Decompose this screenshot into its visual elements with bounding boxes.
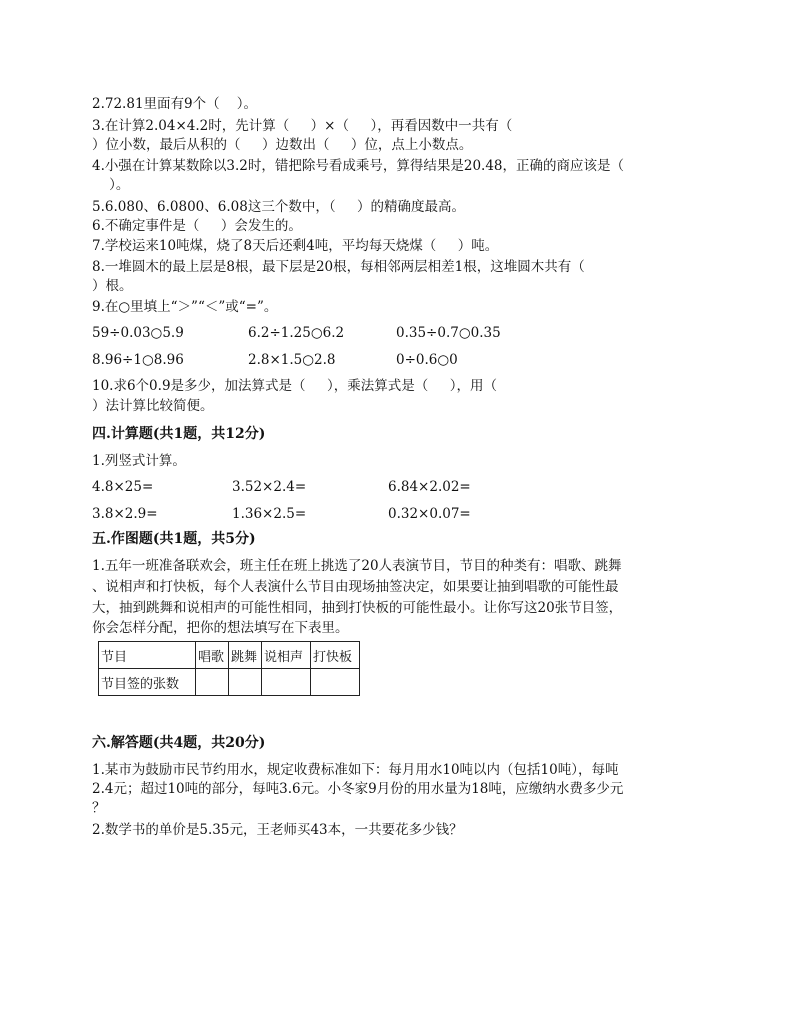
table-header-cell: 跳舞	[229, 642, 262, 669]
table-row	[99, 669, 360, 696]
table-answer-cell[interactable]	[229, 669, 262, 696]
question-6-1-line2: 2.4元；超过10吨的部分，每吨3.6元。小冬家9月份的用水量为18吨，应缴纳水费多少元	[92, 781, 624, 797]
table-answer-cell[interactable]	[311, 669, 360, 696]
table-header-cell: 唱歌	[196, 642, 229, 669]
question-3-8-line1: 8.一堆圆木的最上层是8根，最下层是20根，每相邻两层相差1根，这堆圆木共有（	[92, 259, 585, 275]
table-header-cell: 节目	[99, 642, 196, 669]
compare-item: 6.2÷1.25○6.2	[248, 325, 345, 341]
question-5-1-line3: 大，抽到跳舞和说相声的可能性相同，抽到打快板的可能性最小。让你写这20张节目签，	[92, 600, 623, 616]
calc-item: 6.84×2.02=	[388, 479, 471, 495]
table-header-cell: 说相声	[262, 642, 311, 669]
compare-item: 0.35÷0.7○0.35	[396, 325, 501, 341]
program-table	[98, 641, 360, 696]
question-6-1-line1: 1.某市为鼓励市民节约用水，规定收费标准如下：每月用水10吨以内（包括10吨），每吨	[92, 762, 619, 778]
question-3-4-line2: ）。	[92, 177, 130, 193]
question-3-9: 9.在○里填上“＞”“＜”或“=”。	[92, 299, 278, 315]
calc-item: 0.32×0.07=	[388, 506, 471, 522]
question-3-8-line2: ）根。	[92, 278, 133, 294]
table-header-cell: 打快板	[311, 642, 360, 669]
calc-item: 1.36×2.5=	[232, 506, 307, 522]
question-3-3-line2: ）位小数，最后从积的（ ）边数出（ ）位，点上小数点。	[92, 137, 473, 153]
section-5-heading: 五.作图题(共1题，共5分)	[92, 531, 256, 547]
question-3-5: 5.6.080、6.0800、6.08这三个数中，（ ）的精确度最高。	[92, 199, 466, 215]
table-answer-cell[interactable]	[262, 669, 311, 696]
question-3-7: 7.学校运来10吨煤，烧了8天后还剩4吨，平均每天烧煤（ ）吨。	[92, 238, 499, 254]
table-row-label: 节目签的张数	[99, 669, 196, 696]
question-5-1-line2: 、说相声和打快板，每个人表演什么节目由现场抽签决定，如果要让抽到唱歌的可能性最	[92, 579, 619, 595]
question-3-10-line1: 10.求6个0.9是多少，加法算式是（ ），乘法算式是（ ），用（	[92, 378, 497, 394]
question-6-2: 2.数学书的单价是5.35元，王老师买43本，一共要花多少钱？	[92, 822, 463, 838]
compare-item: 2.8×1.5○2.8	[248, 352, 336, 368]
question-3-3-line1: 3.在计算2.04×4.2时，先计算（ ）×（ ），再看因数中一共有（	[92, 118, 513, 134]
question-5-1-line4: 你会怎样分配，把你的想法填写在下表里。	[92, 620, 349, 636]
question-6-1-line3: ？	[92, 800, 106, 816]
calc-item: 4.8×25=	[92, 479, 154, 495]
table-header-row	[99, 642, 360, 669]
compare-item: 59÷0.03○5.9	[92, 325, 184, 341]
compare-item: 0÷0.6○0	[396, 352, 458, 368]
question-3-6: 6.不确定事件是（ ）会发生的。	[92, 218, 302, 234]
question-3-4-line1: 4.小强在计算某数除以3.2时，错把除号看成乘号，算得结果是20.48，正确的商应该是（	[92, 158, 624, 174]
table-answer-cell[interactable]	[196, 669, 229, 696]
section-4-heading: 四.计算题(共1题，共12分)	[92, 426, 266, 442]
calc-item: 3.52×2.4=	[232, 479, 307, 495]
section-6-heading: 六.解答题(共4题，共20分)	[92, 735, 266, 751]
question-4-1: 1.列竖式计算。	[92, 453, 186, 469]
compare-item: 8.96÷1○8.96	[92, 352, 184, 368]
question-5-1-line1: 1.五年一班准备联欢会，班主任在班上挑选了20人表演节目，节目的种类有：唱歌、跳舞	[92, 558, 622, 574]
calc-item: 3.8×2.9=	[92, 506, 158, 522]
question-3-10-line2: ）法计算比较简便。	[92, 398, 214, 414]
question-3-2: 2.72.81里面有9个（ ）。	[92, 96, 258, 112]
